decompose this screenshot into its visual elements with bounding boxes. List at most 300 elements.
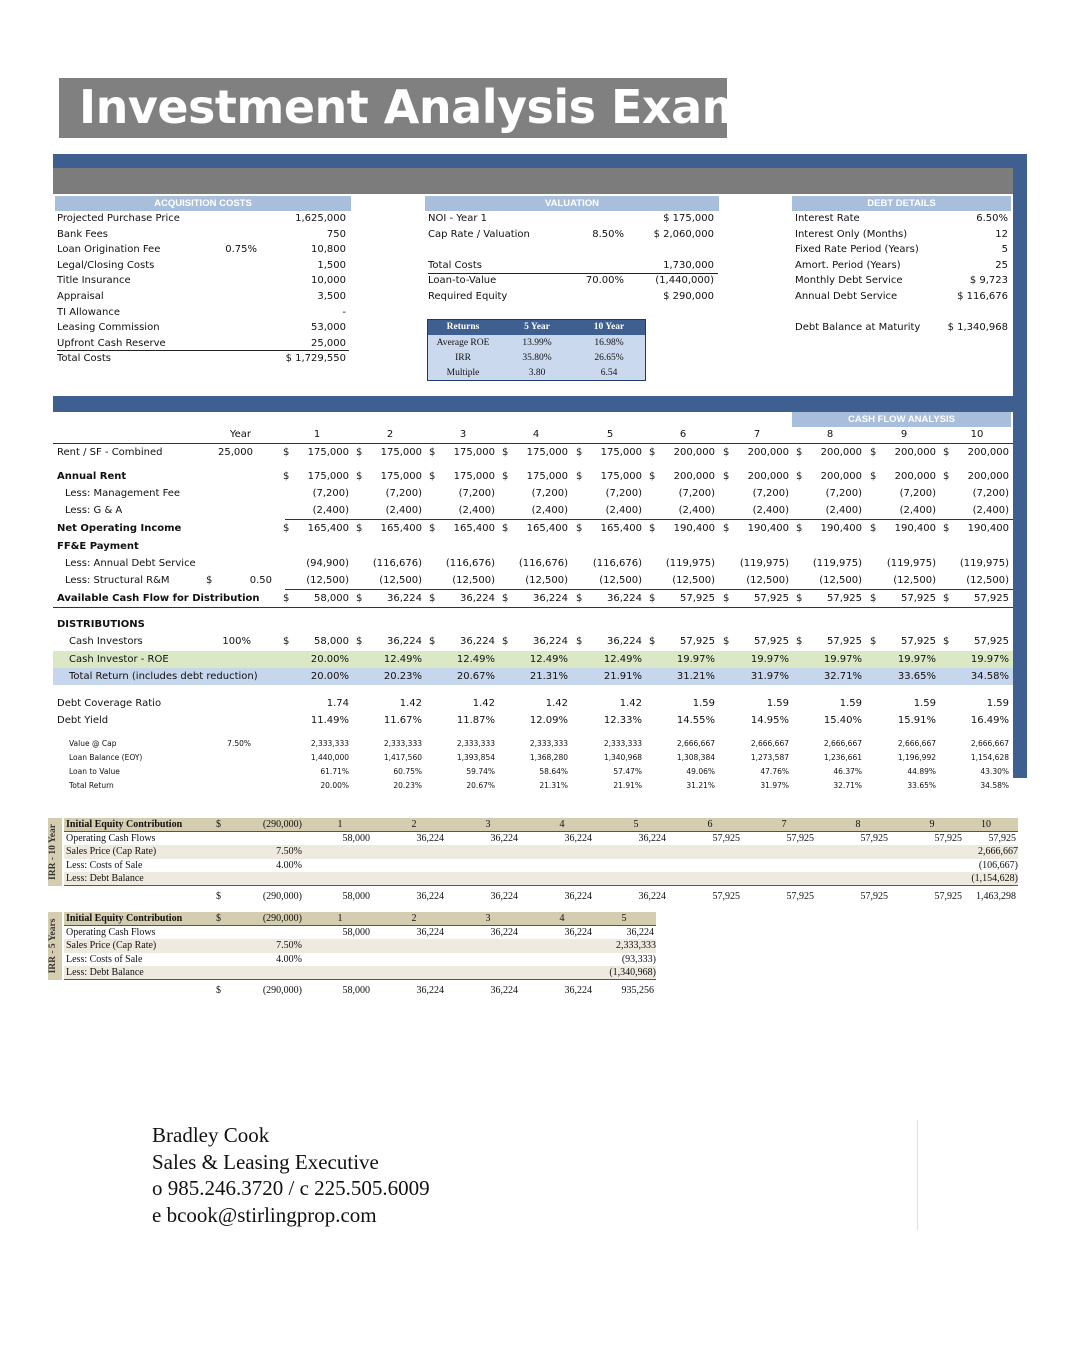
cashflow-cell: 165,400 — [380, 523, 422, 534]
cashflow-cell: 1,308,384 — [676, 753, 715, 762]
irr-ocf-row — [64, 926, 656, 940]
noi-row — [53, 520, 1013, 537]
returns-cell: Multiple — [446, 368, 480, 378]
loan-to-value-row-label: Loan to Value — [69, 767, 120, 776]
total-return-row-label: Total Return (includes debt reduction) — [69, 671, 258, 682]
cashflow-cell: 20.23% — [383, 671, 422, 682]
cashflow-cell: 36,224 — [460, 593, 495, 604]
returns-cell: Average ROE — [436, 338, 490, 348]
acquisition-label: Title Insurance — [57, 275, 131, 287]
year-row — [53, 426, 1013, 443]
dollar-sign: $ — [649, 593, 656, 604]
valuation-header: VALUATION — [425, 196, 719, 211]
debt-value: $ 9,723 — [969, 275, 1008, 286]
irr-total-value: 1,463,298 — [976, 890, 1016, 902]
cashflow-cell: 200,000 — [747, 471, 789, 482]
cashflow-cell: 6 — [679, 429, 687, 440]
cashflow-cell: 4 — [532, 429, 540, 440]
frame-gray-band — [53, 168, 1013, 194]
returns-header-cell: 5 Year — [524, 322, 550, 332]
cashflow-cell: 47.76% — [760, 767, 789, 776]
debt-header: DEBT DETAILS — [792, 196, 1011, 211]
dollar-sign: $ — [576, 471, 583, 482]
valuation-label: Loan-to-Value — [428, 275, 497, 286]
cashflow-cell: 2 — [386, 429, 394, 440]
acquisition-row — [57, 258, 349, 273]
cashflow-cell: 60.75% — [393, 767, 422, 776]
valuation-underline — [428, 273, 718, 274]
cashflow-cell: 57,925 — [901, 593, 936, 604]
cashflow-cell: 19.97% — [897, 654, 936, 665]
cashflow-cell: 12.49% — [603, 654, 642, 665]
irr-total-value: 58,000 — [342, 984, 370, 996]
cashflow-cell: 57,925 — [680, 593, 715, 604]
cashflow-cell: 1,273,587 — [750, 753, 789, 762]
valuation-row — [428, 258, 718, 273]
acquisition-total-value: $ 1,729,550 — [285, 353, 346, 364]
cashflow-cell: 57,925 — [827, 636, 862, 647]
cashflow-cell: 11.49% — [310, 715, 349, 726]
irr-ocf-value: 57,925 — [786, 832, 814, 844]
year-label: Year — [229, 429, 251, 440]
cashflow-cell: 1.42 — [472, 698, 495, 709]
dollar-sign: $ — [429, 523, 436, 534]
irr-ocf-value: 36,224 — [564, 926, 592, 938]
cashflow-cell: 16.49% — [970, 715, 1009, 726]
irr-total-value: 36,224 — [490, 890, 518, 902]
acquisition-label: Appraisal — [57, 291, 104, 302]
loan-to-value-row — [53, 765, 1013, 779]
cashflow-cell: (2,400) — [678, 505, 715, 516]
cashflow-cell: 20.23% — [393, 781, 422, 790]
cashflow-cell: 200,000 — [747, 447, 789, 458]
irr-eq-label: Initial Equity Contribution — [66, 819, 183, 830]
cashflow-cell: 3 — [459, 429, 467, 440]
debt-label: Fixed Rate Period (Years) — [795, 244, 919, 255]
debt-value: 5 — [1001, 244, 1008, 255]
debt-details-table — [795, 211, 1009, 341]
dollar-sign: $ — [283, 523, 290, 534]
signature-phone: o 985.246.3720 / c 225.505.6009 — [152, 1176, 430, 1200]
cashflow-cell: 31.97% — [760, 781, 789, 790]
cashflow-cell: (7,200) — [825, 488, 862, 499]
dollar-sign: $ — [796, 523, 803, 534]
irr-ocf-label: Operating Cash Flows — [66, 832, 156, 844]
cashflow-cell: 8 — [826, 429, 834, 440]
cashflow-cell: 14.55% — [676, 715, 715, 726]
cashflow-cell: 20.00% — [310, 654, 349, 665]
rent-sf-base: 25,000 — [218, 447, 253, 458]
cashflow-cell: (116,676) — [592, 558, 642, 569]
acquisition-value: 25,000 — [311, 337, 346, 349]
dollar-sign: $ — [502, 447, 509, 458]
acquisition-row — [57, 305, 349, 320]
cashflow-cell: 2,333,333 — [310, 739, 349, 748]
valuation-pct: 70.00% — [585, 275, 624, 286]
debt-value: $ 1,340,968 — [947, 321, 1008, 333]
debt-row — [795, 289, 1009, 304]
cash-investors-row-label: Cash Investors — [69, 636, 143, 647]
cashflow-cell: 58,000 — [314, 636, 349, 647]
signature-divider — [917, 1120, 918, 1230]
cashflow-cell: 175,000 — [453, 471, 495, 482]
irr-eq-label: Initial Equity Contribution — [66, 913, 183, 924]
cashflow-cell: 200,000 — [967, 471, 1009, 482]
cashflow-cell: 2,666,667 — [823, 739, 862, 748]
acquisition-row — [57, 320, 349, 335]
cashflow-cell: 1.59 — [839, 698, 862, 709]
ffe-row — [53, 538, 1013, 555]
dollar-sign: $ — [870, 523, 877, 534]
irr-total-value: 57,925 — [860, 890, 888, 902]
debt-coverage-row — [53, 695, 1013, 712]
acquisition-header: ACQUISITION COSTS — [55, 196, 351, 211]
irr-year: 5 — [633, 819, 639, 830]
valuation-row — [428, 211, 718, 226]
cashflow-cell: 1.59 — [986, 698, 1009, 709]
cashflow-cell: 1.42 — [545, 698, 568, 709]
dollar-sign: $ — [283, 471, 290, 482]
available-cash-flow-row — [53, 590, 1013, 607]
value-at-cap-row-label: Value @ Cap — [69, 739, 117, 748]
cashflow-cell: (119,975) — [665, 558, 715, 569]
cashflow-cell: 57,925 — [680, 636, 715, 647]
debt-value: $ 116,676 — [957, 290, 1008, 302]
irr-db-value: (1,340,968) — [609, 967, 656, 978]
debt-row — [795, 273, 1009, 288]
valuation-row — [428, 273, 718, 288]
debt-yield-row-label: Debt Yield — [57, 715, 109, 726]
cashflow-cell: 57,925 — [754, 636, 789, 647]
debt-label: Interest Rate — [795, 213, 860, 224]
irr-total-value: 57,925 — [786, 890, 814, 902]
cashflow-cell: (12,500) — [966, 575, 1009, 586]
cashflow-cell: 2,333,333 — [456, 739, 495, 748]
distributions-row-label: DISTRIBUTIONS — [57, 619, 145, 630]
cashflow-cell: (12,500) — [893, 575, 936, 586]
debt-row — [795, 211, 1009, 226]
irr-cs-label: Less: Costs of Sale — [66, 859, 143, 871]
cashflow-cell: 57,925 — [901, 636, 936, 647]
cashflow-cell: (7,200) — [678, 488, 715, 499]
distributions-row — [53, 616, 1013, 633]
cashflow-cell: (2,400) — [458, 505, 495, 516]
cashflow-cell: 190,400 — [673, 523, 715, 534]
valuation-value: $ 290,000 — [663, 290, 714, 302]
irr-cost-of-sale-row — [64, 953, 656, 967]
frame-right-bar — [1013, 154, 1027, 404]
irr-cost-of-sale-row — [64, 859, 1018, 873]
debt-label: Debt Balance at Maturity — [795, 321, 921, 333]
dollar-sign: $ — [356, 636, 363, 647]
cashflow-cell: 43.30% — [980, 767, 1009, 776]
cash-investor-roe-row-label: Cash Investor - ROE — [69, 654, 169, 665]
cashflow-cell: 34.58% — [970, 671, 1009, 682]
cashflow-cell: 2,666,667 — [897, 739, 936, 748]
returns-cell: 26.65% — [594, 353, 624, 363]
cashflow-cell: 36,224 — [460, 636, 495, 647]
dollar-sign: $ — [429, 593, 436, 604]
debt-value: 12 — [995, 228, 1008, 240]
cashflow-cell: (12,500) — [746, 575, 789, 586]
dollar-sign: $ — [943, 636, 950, 647]
returns-cell: 3.80 — [528, 368, 546, 378]
cashflow-cell: 31.21% — [686, 781, 715, 790]
valuation-value: $ 2,060,000 — [653, 228, 714, 240]
irr-eq-value: (290,000) — [262, 913, 302, 924]
dollar-sign: $ — [649, 471, 656, 482]
dollar-sign: $ — [502, 471, 509, 482]
dollar-sign: $ — [216, 890, 221, 902]
cashflow-cell: 2,666,667 — [750, 739, 789, 748]
cashflow-cell: 175,000 — [600, 447, 642, 458]
dollar-sign: $ — [283, 447, 290, 458]
cashflow-cell: 1,417,560 — [383, 753, 422, 762]
irr-total-value: 36,224 — [416, 984, 444, 996]
cashflow-cell: 21.91% — [613, 781, 642, 790]
cash-investors-row — [53, 633, 1013, 650]
dollar-sign: $ — [723, 471, 730, 482]
valuation-pct: 8.50% — [592, 228, 624, 240]
irr-year: 9 — [929, 819, 935, 830]
valuation-value: 1,730,000 — [663, 259, 714, 271]
value-at-cap-row — [53, 737, 1013, 751]
irr-year: 4 — [559, 819, 565, 830]
dollar-sign: $ — [356, 523, 363, 534]
irr-year: 7 — [781, 819, 787, 830]
debt-value: 6.50% — [976, 213, 1008, 224]
mgmt-fee-row-label: Less: Management Fee — [65, 488, 181, 499]
debt-row — [795, 242, 1009, 257]
irr-ocf-value: 36,224 — [564, 832, 592, 844]
dollar-sign: $ — [283, 593, 290, 604]
dollar-sign: $ — [723, 523, 730, 534]
cashflow-cell: 200,000 — [673, 447, 715, 458]
irr-debt-balance-row — [64, 966, 656, 980]
cashflow-cell: 11.87% — [456, 715, 495, 726]
cashflow-cell: 1,196,992 — [897, 753, 936, 762]
dollar-sign: $ — [943, 447, 950, 458]
valuation-row — [428, 289, 718, 304]
irr-year: 2 — [411, 819, 417, 830]
dollar-sign: $ — [502, 636, 509, 647]
irr-sp-value: 2,666,667 — [978, 846, 1018, 857]
dollar-sign: $ — [429, 636, 436, 647]
irr-year: 6 — [707, 819, 713, 830]
dollar-sign: $ — [649, 447, 656, 458]
acquisition-row — [57, 289, 349, 304]
acquisition-value: 3,500 — [317, 291, 346, 302]
irr-total-value: 935,256 — [621, 984, 654, 996]
cashflow-cell: (12,500) — [599, 575, 642, 586]
loan-balance-row-label: Loan Balance (EOY) — [69, 753, 143, 762]
dollar-sign: $ — [216, 819, 221, 830]
cash-investor-roe-row — [53, 651, 1013, 668]
cashflow-cell: 33.65% — [907, 781, 936, 790]
dollar-sign: $ — [356, 447, 363, 458]
debt-coverage-row-label: Debt Coverage Ratio — [57, 698, 162, 709]
cashflow-cell: 19.97% — [676, 654, 715, 665]
cashflow-cell: 165,400 — [600, 523, 642, 534]
dollar-sign: $ — [206, 575, 213, 586]
irr-eq-value: (290,000) — [262, 819, 302, 830]
acquisition-label: Legal/Closing Costs — [57, 259, 155, 271]
cashflow-cell: 58,000 — [314, 593, 349, 604]
signature-role: Sales & Leasing Executive — [152, 1149, 379, 1174]
valuation-label: Cap Rate / Valuation — [428, 228, 530, 240]
cashflow-cell: (2,400) — [752, 505, 789, 516]
signature-block — [152, 1122, 430, 1228]
cashflow-cell: 1.59 — [766, 698, 789, 709]
cashflow-cell: 200,000 — [967, 447, 1009, 458]
irr-ocf-label: Operating Cash Flows — [66, 926, 156, 938]
mgmt-fee-row — [53, 485, 1013, 502]
returns-header-cell: Returns — [446, 322, 480, 332]
cashflow-cell: 20.00% — [310, 671, 349, 682]
total-return-small-row — [53, 779, 1013, 793]
irr-year: 1 — [337, 819, 343, 830]
irr-ocf-value: 57,925 — [988, 832, 1016, 844]
cashflow-cell: 59.74% — [466, 767, 495, 776]
irr-total-value: 36,224 — [564, 890, 592, 902]
cashflow-cell: 34.58% — [980, 781, 1009, 790]
returns-cell: 35.80% — [522, 353, 552, 363]
dollar-sign: $ — [576, 447, 583, 458]
cashflow-cell: (12,500) — [379, 575, 422, 586]
irr-header-row — [64, 818, 1018, 832]
cashflow-cell: 36,224 — [607, 636, 642, 647]
irr-cs-value: (106,667) — [978, 859, 1018, 871]
signature-email[interactable]: e bcook@stirlingprop.com — [152, 1202, 377, 1227]
returns-table — [427, 319, 646, 381]
irr-cs-label: Less: Costs of Sale — [66, 953, 143, 965]
debt-row — [795, 320, 1009, 335]
cashflow-cell: 175,000 — [453, 447, 495, 458]
cashflow-cell: 1.42 — [619, 698, 642, 709]
cashflow-cell: 1,154,628 — [970, 753, 1009, 762]
cashflow-cell: 165,400 — [526, 523, 568, 534]
acquisition-row — [57, 242, 349, 257]
irr-total-value: 57,925 — [712, 890, 740, 902]
cashflow-cell: 49.06% — [686, 767, 715, 776]
cashflow-cell: (7,200) — [972, 488, 1009, 499]
irr-total-eq: (290,000) — [262, 890, 302, 902]
acquisition-label: Leasing Commission — [57, 322, 160, 334]
irr-sp-rate: 7.50% — [276, 940, 302, 951]
cashflow-cell: 12.49% — [383, 654, 422, 665]
cashflow-cell: 190,400 — [820, 523, 862, 534]
dollar-sign: $ — [723, 447, 730, 458]
cashflow-cell: 14.95% — [750, 715, 789, 726]
cashflow-cell: 36,224 — [533, 636, 568, 647]
irr-year: 10 — [981, 819, 991, 830]
acquisition-costs-table — [57, 211, 349, 371]
returns-header-cell: 10 Year — [593, 322, 625, 332]
cashflow-cell: 36,224 — [387, 593, 422, 604]
irr-year: 5 — [621, 913, 627, 924]
valuation-row — [428, 242, 718, 257]
acquisition-value: 1,500 — [317, 259, 346, 271]
irr-cs-value: (93,333) — [621, 953, 656, 965]
cashflow-cell: (116,676) — [518, 558, 568, 569]
cashflow-cell: (2,400) — [972, 505, 1009, 516]
dollar-sign: $ — [216, 984, 221, 996]
dollar-sign: $ — [283, 636, 290, 647]
cashflow-cell: (12,500) — [672, 575, 715, 586]
dollar-sign: $ — [796, 447, 803, 458]
total-return-small-row-label: Total Return — [69, 781, 114, 790]
cashflow-cell: 190,400 — [967, 523, 1009, 534]
dollar-sign: $ — [429, 447, 436, 458]
page-title: Investment Analysis Example — [79, 80, 828, 134]
cashflow-cell: 200,000 — [894, 471, 936, 482]
dollar-sign: $ — [796, 471, 803, 482]
cashflow-cell: (7,200) — [605, 488, 642, 499]
ga-row — [53, 502, 1013, 519]
cashflow-cell: (12,500) — [819, 575, 862, 586]
debt-service-row-label: Less: Annual Debt Service — [65, 558, 196, 569]
cashflow-cell: 31.97% — [750, 671, 789, 682]
debt-row — [795, 258, 1009, 273]
structural-rm-row — [53, 572, 1013, 589]
returns-cell: 13.99% — [522, 338, 552, 348]
irr-cs-rate: 4.00% — [276, 859, 302, 871]
cashflow-cell: 2,666,667 — [970, 739, 1009, 748]
dollar-sign: $ — [870, 593, 877, 604]
cashflow-cell: (116,676) — [445, 558, 495, 569]
cashflow-cell: (2,400) — [531, 505, 568, 516]
cashflow-cell: (7,200) — [312, 488, 349, 499]
cashflow-cell: 15.40% — [823, 715, 862, 726]
cashflow-cell: (12,500) — [306, 575, 349, 586]
cashflow-cell: 15.91% — [897, 715, 936, 726]
debt-label: Interest Only (Months) — [795, 228, 908, 240]
cashflow-cell: 36,224 — [387, 636, 422, 647]
irr-ocf-row — [64, 832, 1018, 846]
dollar-sign: $ — [723, 636, 730, 647]
cashflow-cell: (2,400) — [899, 505, 936, 516]
dollar-sign: $ — [429, 471, 436, 482]
irr-ocf-value: 36,224 — [416, 832, 444, 844]
irr-year: 4 — [559, 913, 565, 924]
irr-10-year-table — [48, 818, 1018, 904]
cashflow-cell: 175,000 — [526, 447, 568, 458]
cashflow-cell: 20.00% — [320, 781, 349, 790]
cashflow-cell: 57,925 — [974, 593, 1009, 604]
irr-sp-value: 2,333,333 — [616, 940, 656, 951]
cashflow-cell: (94,900) — [306, 558, 349, 569]
cashflow-cell: 61.71% — [320, 767, 349, 776]
acquisition-value: 750 — [326, 228, 346, 240]
cashflow-cell: 2,333,333 — [529, 739, 568, 748]
cashflow-cell: 2,666,667 — [676, 739, 715, 748]
cashflow-cell: 44.89% — [907, 767, 936, 776]
cashflow-cell: (2,400) — [605, 505, 642, 516]
acquisition-row — [57, 336, 349, 351]
cashflow-cell: 175,000 — [526, 471, 568, 482]
dollar-sign: $ — [943, 593, 950, 604]
irr-total-value: 57,925 — [934, 890, 962, 902]
cashflow-cell: 33.65% — [897, 671, 936, 682]
cashflow-cell: 1,440,000 — [310, 753, 349, 762]
total-return-row — [53, 668, 1013, 685]
irr-db-label: Less: Debt Balance — [66, 873, 144, 884]
cashflow-cell: (7,200) — [385, 488, 422, 499]
irr-side-label: IRR - 10 Year — [48, 823, 58, 880]
cashflow-cell: 9 — [900, 429, 908, 440]
dollar-sign: $ — [943, 471, 950, 482]
cashflow-cell: (12,500) — [452, 575, 495, 586]
